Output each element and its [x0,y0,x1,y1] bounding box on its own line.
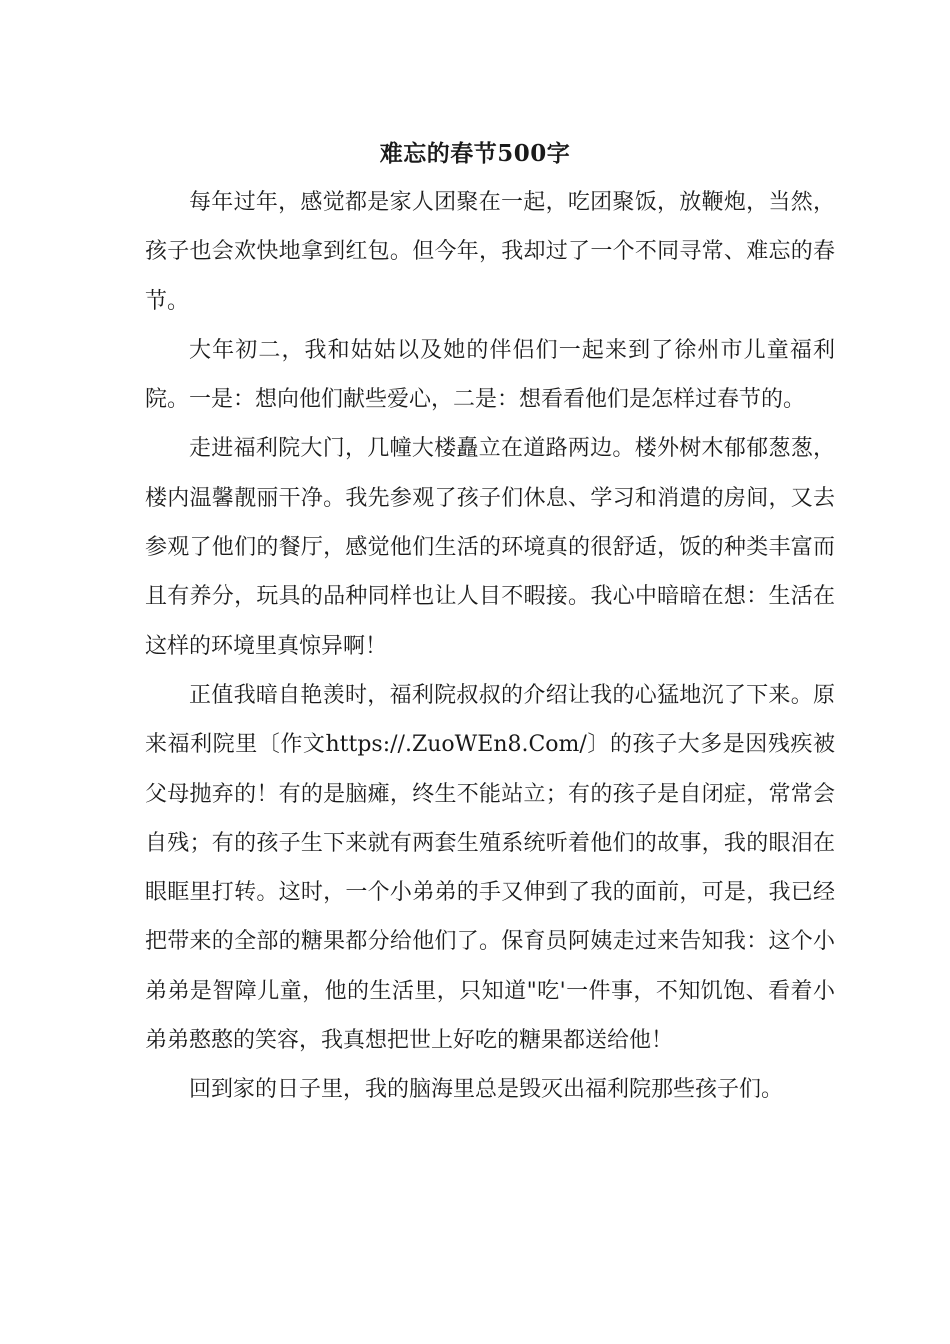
paragraph-3: 走进福利院大门，几幢大楼矗立在道路两边。楼外树木郁郁葱葱，楼内温馨靓丽干净。我先参观了孩子们休息、学习和消遣的房间，又去参观了他们的餐厅，感觉他们生活的环境真的很舒适，饭的种类丰富而且有养分，玩具的品种同样也让人目不暇接。我心中暗暗在想：生活在这样的环境里真惊异啊！ [145,436,835,659]
document-title: 难忘的春节500字 [379,140,571,167]
paragraph-1: 每年过年，感觉都是家人团聚在一起，吃团聚饭，放鞭炮，当然，孩子也会欢快地拿到红包。但今年，我却过了一个不同寻常、难忘的春节。 [145,190,835,314]
document-body [145,178,835,1115]
paragraph-4: 正值我暗自艳羡时，福利院叔叔的介绍让我的心猛地沉了下来。原来福利院里〔作文https://.ZuoWEn8.Com/〕的孩子大多是因残疾被父母抛弃的！有的是脑瘫，终生不能站立；有的孩子是自闭症，常常会自残；有的孩子生下来就有两套生殖系统听着他们的故事，我的眼泪在眼眶里打转。这时，一个小弟弟的手又伸到了我的面前，可是，我已经把带来的全部的糖果都分给他们了。保育员阿姨走过来告知我：这个小弟弟是智障儿童，他的生活里，只知道"吃'一件事，不知饥饱、看着小弟弟憨憨的笑容，我真想把世上好吃的糖果都送给他！ [145,682,835,1054]
paragraph-5: 回到家的日子里，我的脑海里总是毁灭出福利院那些孩子们。 [189,1077,784,1103]
paragraph-2: 大年初二，我和姑姑以及她的伴侣们一起来到了徐州市儿童福利院。一是：想向他们献些爱心，二是：想看看他们是怎样过春节的。 [145,337,835,413]
